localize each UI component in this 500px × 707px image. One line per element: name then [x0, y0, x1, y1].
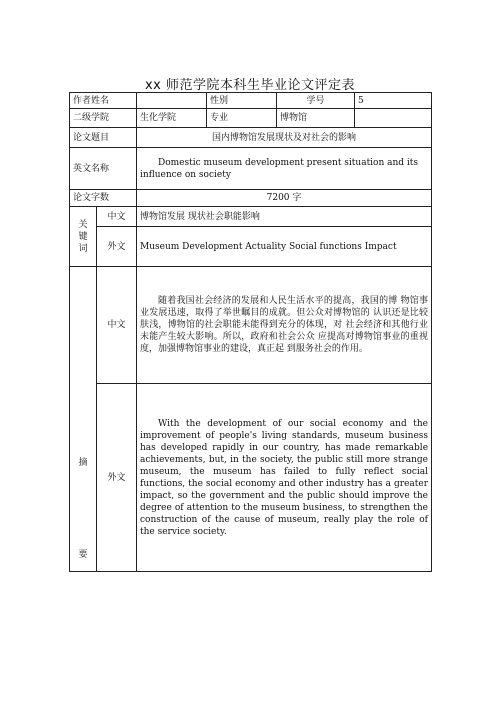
word-count-value: 7200 字 [137, 190, 432, 207]
major-value: 博物馆 [277, 109, 355, 128]
abstract-en-text: With the development of our social economy and the improvement of people's living standards, museum business has developed rapidly in our country, has made remarkable achievements, but, in the society, the public still more strange museum, the museum has failed to fully reflect social functions, the social economy and other industry has a greater impact, so the government and the public should improve the degree of attention to the museum business, to strengthen the construction of the cause of museum, really play the role of the service society. [137, 384, 432, 572]
author-value [137, 93, 207, 109]
topic-label: 论文题目 [70, 128, 137, 148]
word-count-label: 论文字数 [70, 190, 137, 207]
abstract-char: 要 [78, 550, 88, 560]
gender-label: 性别 [207, 93, 277, 109]
abstract-spacer [73, 277, 93, 457]
form-title: xx 师范学院本科生毕业论文评定表 [144, 78, 356, 93]
evaluation-table [69, 92, 432, 572]
college-label: 二级学院 [70, 109, 137, 128]
keywords-en-label: 外文 [97, 227, 137, 267]
keywords-en-value: Museum Development Actuality Social functions Impact [137, 227, 432, 267]
row-college [70, 109, 432, 128]
row-abstract-cn [70, 267, 432, 384]
row-keywords-en [70, 227, 432, 267]
abstract-side-label [70, 267, 97, 572]
abstract-char: 摘 [78, 458, 88, 468]
keywords-cn-label: 中文 [97, 207, 137, 227]
keywords-side-label [70, 207, 97, 267]
keywords-char: 词 [78, 243, 88, 254]
row-abstract-en [70, 384, 432, 572]
empty-cell [355, 109, 432, 128]
student-no-value: 5 [355, 93, 432, 109]
topic-value: 国内博物馆发展现状及对社会的影响 [137, 128, 432, 148]
english-title-label: 英文名称 [70, 148, 137, 190]
abstract-cn-text: 随着我国社会经济的发展和人民生活水平的提高，我国的博 物馆事业发展迅速，取得了举世瞩目的成就。但公众对博物馆的 认识还是比较肤浅，博物馆的社会职能未能得到充分的体现，对 社会经济和其他行业未能产生较大影响。所以，政府和社会公众 应提高对博物馆事业的重视度，加强博物馆事业的建设，真正起 到服务社会的作用。 [137, 267, 432, 384]
row-keywords-cn [70, 207, 432, 227]
author-label: 作者姓名 [70, 93, 137, 109]
major-label: 专业 [207, 109, 277, 128]
college-value: 生化学院 [137, 109, 207, 128]
keywords-char: 关 [78, 219, 88, 230]
abstract-spacer [73, 469, 93, 549]
english-title-value: Domestic museum development present situation and its influence on society [137, 148, 432, 190]
student-no-label: 学号 [277, 93, 355, 109]
abstract-cn-label: 中文 [97, 267, 137, 384]
abstract-en-label: 外文 [97, 384, 137, 572]
row-author [70, 93, 432, 109]
keywords-char: 键 [78, 231, 88, 242]
row-word-count [70, 190, 432, 207]
row-english-title [70, 148, 432, 190]
row-topic [70, 128, 432, 148]
keywords-cn-value: 博物馆发展 现状社会职能影响 [137, 207, 432, 227]
